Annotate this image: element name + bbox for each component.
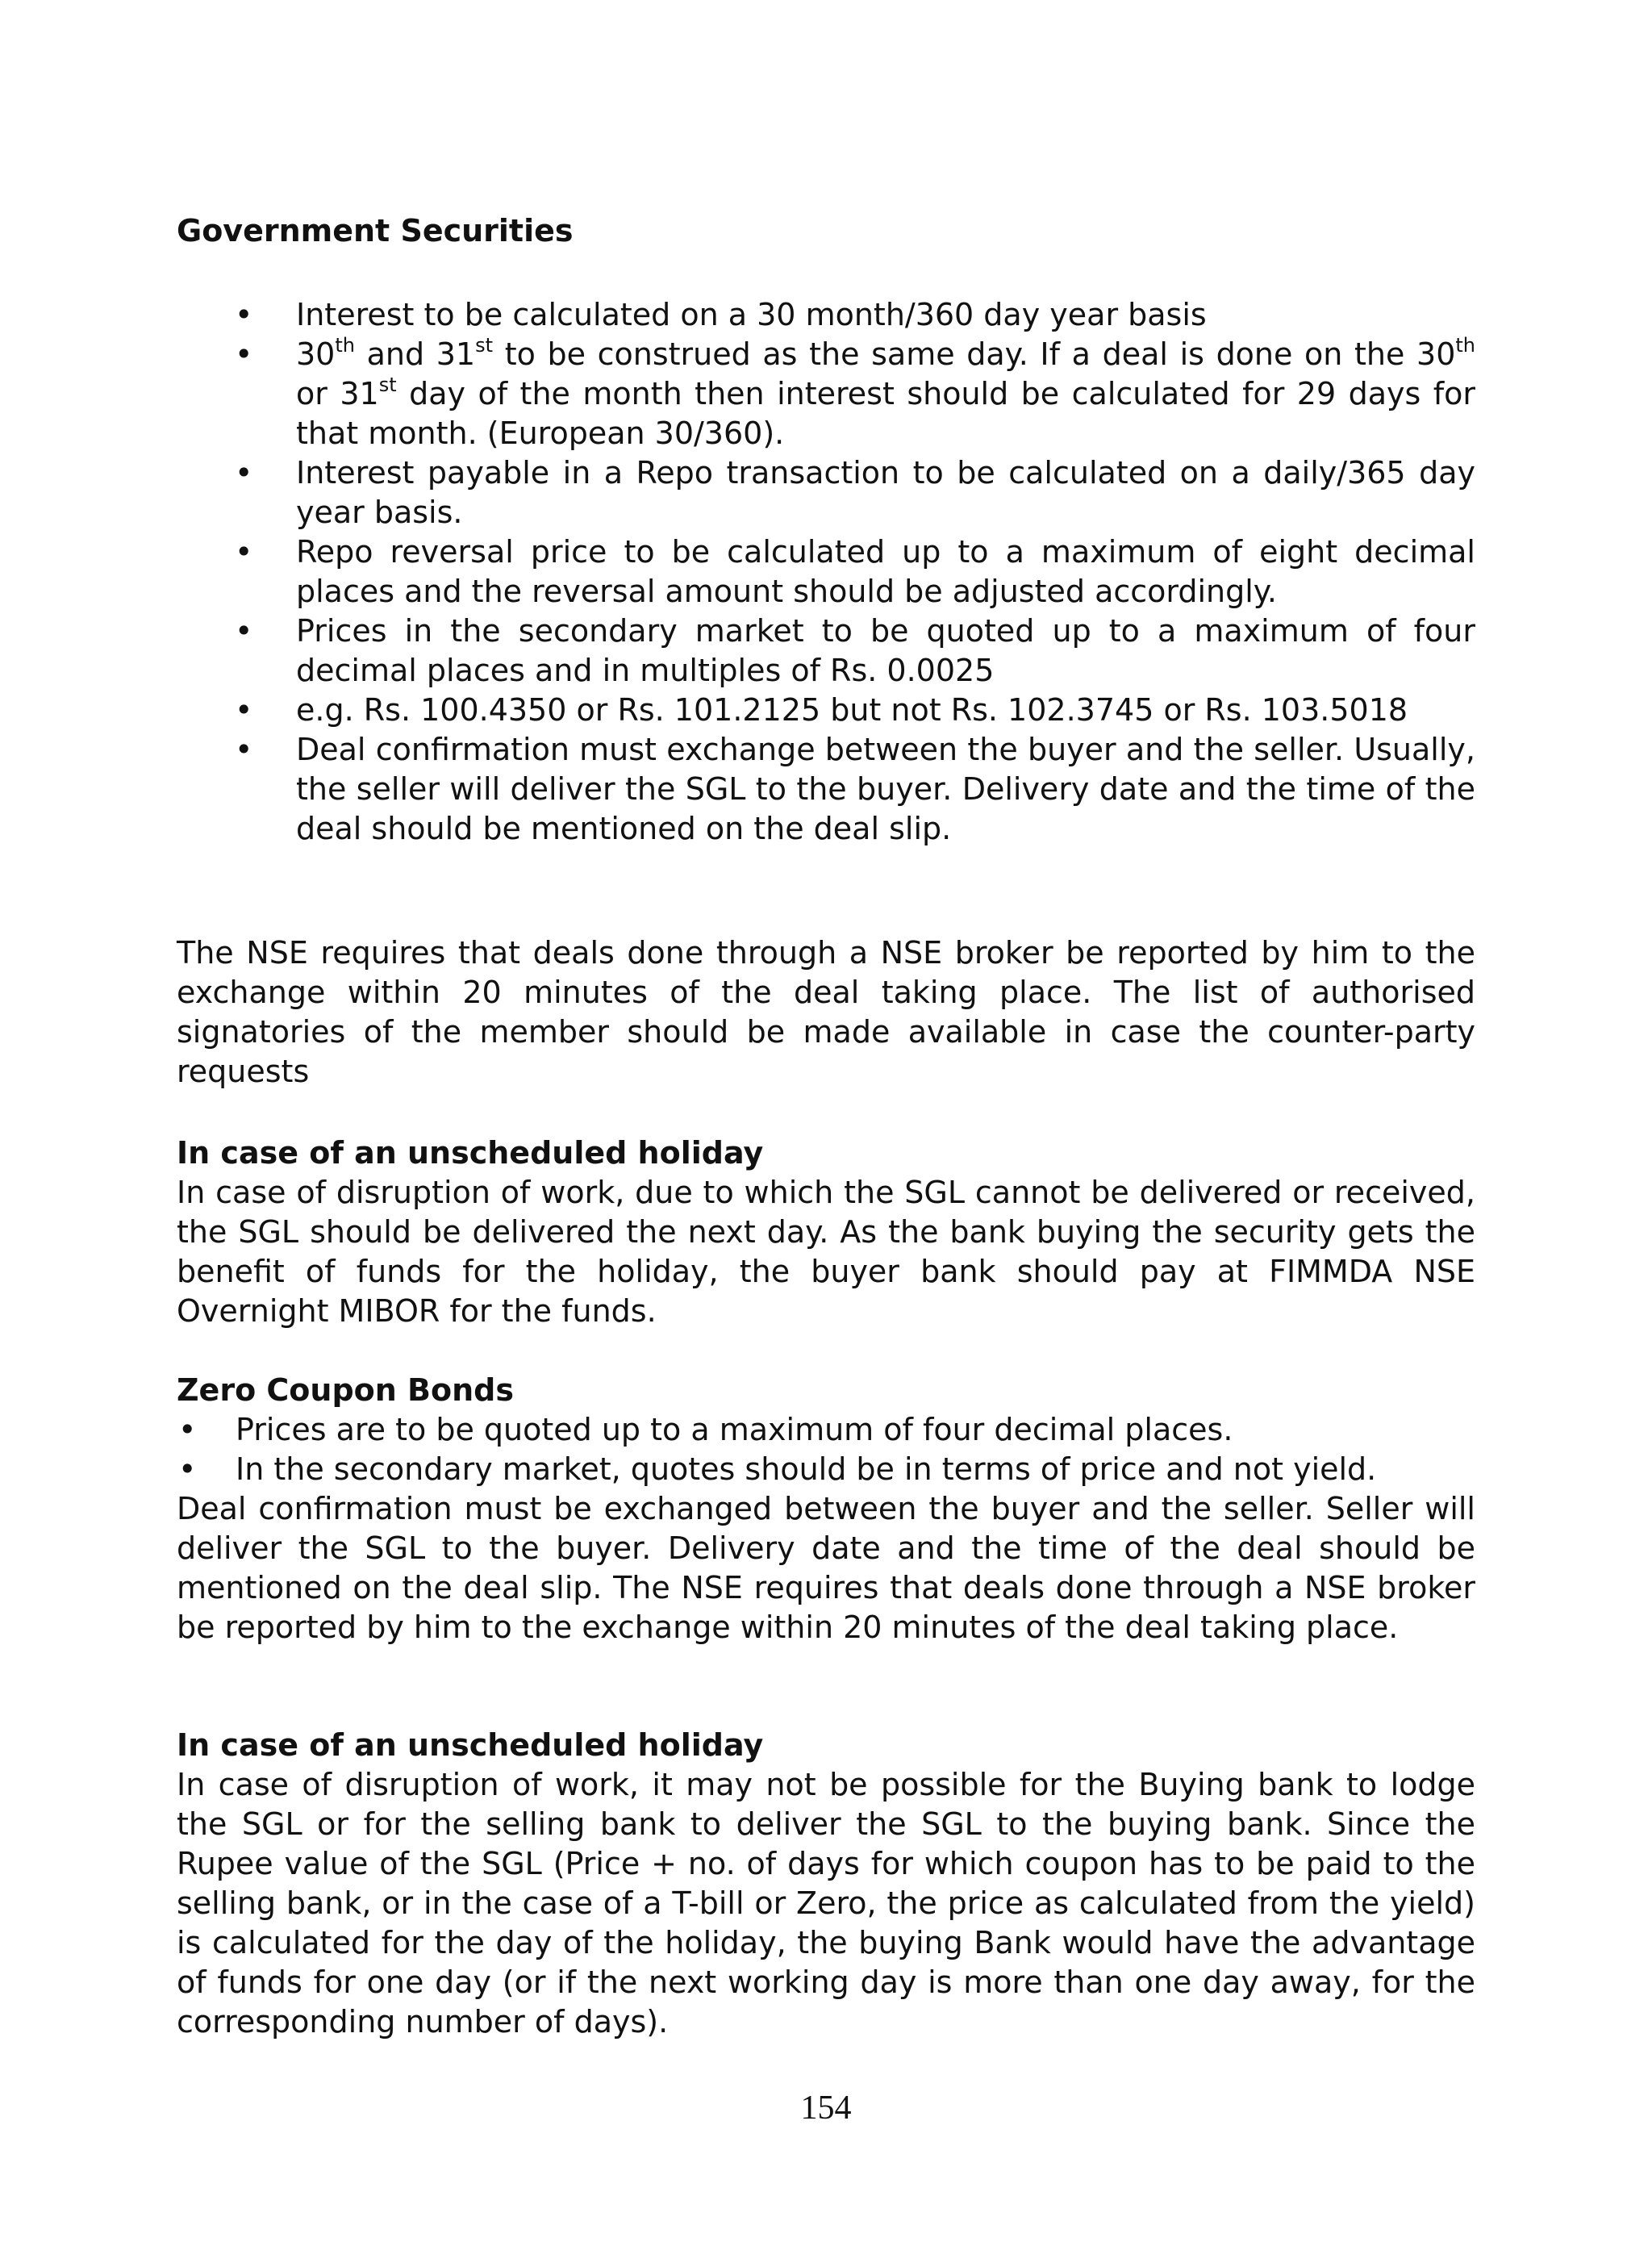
bullet-icon: • [235, 613, 253, 649]
list-item [177, 730, 1475, 849]
bullet-icon: • [235, 455, 253, 491]
list-item-text: Interest to be calculated on a 30 month/360 day year basis [296, 297, 1207, 332]
text-run: 30 [296, 336, 336, 372]
list-item [177, 453, 1475, 532]
gov-securities-heading: Government Securities [177, 213, 574, 248]
list-item [177, 335, 1475, 453]
gov-securities-bullet-list [177, 295, 1475, 849]
superscript: st [475, 334, 494, 357]
list-item-text: Prices in the secondary market to be quoted up to a maximum of four decimal places and in multiples of Rs. 0.0025 [296, 613, 1475, 688]
list-item [177, 295, 1475, 335]
unscheduled-holiday-paragraph-2: In case of disruption of work, it may not be possible for the Buying bank to lodge the SGL or for the selling bank to deliver the SGL to the buying bank. Since the Rupee value of the SGL (Price + no. of days for which coupon has to be paid to the selling bank, or in the case of a T-bill or Zero, the price as calculated from the yield) is calculated for the day of the holiday, the buying Bank would have the advantage of funds for one day (or if the next working day is more than one day away, for the corresponding number of days). [177, 1767, 1475, 2040]
superscript: th [335, 334, 355, 357]
bullet-icon: • [178, 1451, 197, 1487]
unscheduled-holiday-paragraph-1: In case of disruption of work, due to which the SGL cannot be delivered or received, the SGL should be delivered the next day. As the bank buying the security gets the benefit of funds for the holiday, the buyer bank should pay at FIMMDA NSE Overnight MIBOR for the funds. [177, 1175, 1475, 1329]
unscheduled-holiday-heading-1: In case of an unscheduled holiday [177, 1135, 764, 1171]
unscheduled-holiday-heading-2: In case of an unscheduled holiday [177, 1727, 764, 1763]
bullet-icon: • [178, 1412, 197, 1447]
list-item [177, 691, 1475, 730]
page-number: 154 [800, 2090, 852, 2127]
superscript: th [1455, 334, 1475, 357]
bullet-icon: • [235, 692, 253, 728]
zero-coupon-bullet-list [177, 1410, 1475, 1489]
superscript: st [378, 374, 397, 396]
list-item-text: Repo reversal price to be calculated up to a maximum of eight decimal places and the reversal amount should be adjusted accordingly. [296, 534, 1475, 609]
list-item-text: Deal confirmation must exchange between the buyer and the seller. Usually, the seller will deliver the SGL to the buyer. Delivery date and the time of the deal should be mentioned on the deal slip. [296, 732, 1475, 846]
list-item [177, 1410, 1475, 1450]
list-item-text: e.g. Rs. 100.4350 or Rs. 101.2125 but not Rs. 102.3745 or Rs. 103.5018 [296, 692, 1408, 728]
list-item-text: In the secondary market, quotes should be in terms of price and not yield. [236, 1451, 1377, 1487]
text-run: to be construed as the same day. If a deal is done on the 30 [493, 336, 1456, 372]
text-run: or 31 [296, 376, 379, 411]
list-item [177, 612, 1475, 691]
bullet-icon: • [235, 336, 253, 372]
list-item-text: Interest payable in a Repo transaction to be calculated on a daily/365 day year basis. [296, 455, 1475, 530]
bullet-icon: • [235, 534, 253, 570]
text-run: day of the month then interest should be calculated for 29 days for that month. (European 30/360). [296, 376, 1476, 451]
list-item-text [296, 336, 1475, 451]
nse-reporting-paragraph: The NSE requires that deals done through a NSE broker be reported by him to the exchange within 20 minutes of the deal taking place. The list of authorised signatories of the member should be made available in case the counter-party requests [177, 935, 1475, 1089]
bullet-icon: • [235, 297, 253, 332]
text-run: and 31 [354, 336, 476, 372]
list-item [177, 532, 1475, 612]
zero-coupon-bonds-heading: Zero Coupon Bonds [177, 1372, 514, 1408]
list-item [177, 1450, 1475, 1489]
zero-coupon-paragraph: Deal confirmation must be exchanged between the buyer and the seller. Seller will deliver the SGL to the buyer. Delivery date and the time of the deal should be mentioned on the deal slip. The NSE requires that deals done through a NSE broker be reported by him to the exchange within 20 minutes of the deal taking place. [177, 1491, 1475, 1645]
bullet-icon: • [235, 732, 253, 767]
list-item-text: Prices are to be quoted up to a maximum of four decimal places. [236, 1412, 1233, 1447]
